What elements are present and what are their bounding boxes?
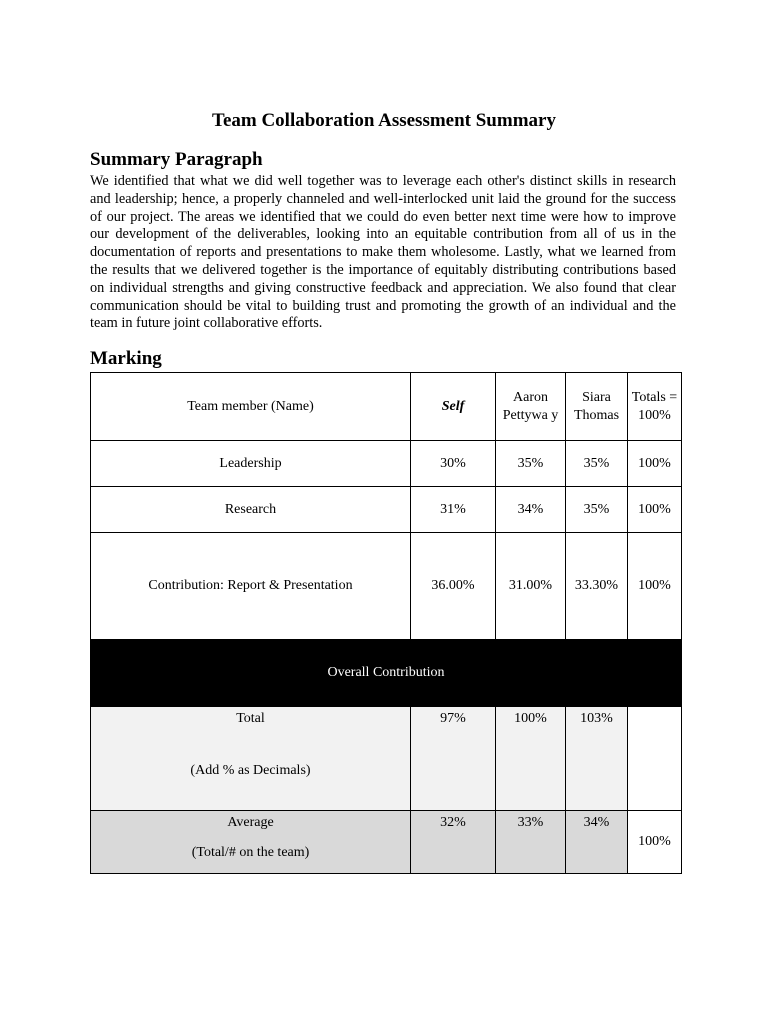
table-row (91, 487, 682, 533)
header-self: Self (411, 373, 496, 441)
row-self: 30% (411, 441, 496, 487)
row-total: 100% (628, 441, 682, 487)
marking-table (90, 372, 682, 874)
row-total: 100% (628, 533, 682, 640)
average-label-cell (91, 811, 411, 874)
header-aaron: Aaron Pettywa y (496, 373, 566, 441)
total-row (91, 707, 682, 811)
row-aaron: 31.00% (496, 533, 566, 640)
summary-heading: Summary Paragraph (90, 149, 263, 170)
row-label: Research (91, 487, 411, 533)
summary-paragraph: We identified that what we did well together was to leverage each other's distinct skills in research and leadership; hence, a properly channeled and well-interlocked unit laid the ground for the success of our project. The areas we identified that we could do even better next time were how to improve our development of the deliverables, looking into an equitable contribution from all of us in the documentation of reports and presentations to make them wholesome. Lastly, what we learned from the results that we delivered together is the importance of equitably distributing contributions based on individual strengths and giving constructive feedback and appreciation. We also found that clear communication should be vital to building trust and promoting the growth of an individual and the team in future joint collaborative efforts. (90, 173, 676, 332)
average-label: Average (227, 815, 274, 830)
average-sublabel: (Total/# on the team) (191, 845, 310, 860)
average-self: 32% (411, 811, 496, 874)
row-self: 36.00% (411, 533, 496, 640)
total-siara: 103% (566, 707, 628, 811)
average-aaron: 33% (496, 811, 566, 874)
total-self: 97% (411, 707, 496, 811)
total-label-cell (91, 707, 411, 811)
marking-heading: Marking (90, 348, 162, 369)
row-siara: 35% (566, 441, 628, 487)
row-aaron: 34% (496, 487, 566, 533)
average-row (91, 811, 682, 874)
row-siara: 33.30% (566, 533, 628, 640)
average-siara: 34% (566, 811, 628, 874)
row-label: Contribution: Report & Presentation (91, 533, 411, 640)
overall-contribution-label: Overall Contribution (91, 640, 682, 707)
row-siara: 35% (566, 487, 628, 533)
total-sublabel: (Add % as Decimals) (190, 763, 311, 778)
table-row (91, 533, 682, 640)
average-total: 100% (628, 811, 682, 874)
row-aaron: 35% (496, 441, 566, 487)
table-row (91, 441, 682, 487)
header-totals: Totals = 100% (628, 373, 682, 441)
overall-contribution-band (91, 640, 682, 707)
row-self: 31% (411, 487, 496, 533)
total-aaron: 100% (496, 707, 566, 811)
total-label: Total (236, 711, 265, 726)
row-total: 100% (628, 487, 682, 533)
row-label: Leadership (91, 441, 411, 487)
total-totals-empty (628, 707, 682, 811)
header-siara: Siara Thomas (566, 373, 628, 441)
header-team-member: Team member (Name) (91, 373, 411, 441)
table-header-row (91, 373, 682, 441)
document-title: Team Collaboration Assessment Summary (212, 110, 556, 131)
